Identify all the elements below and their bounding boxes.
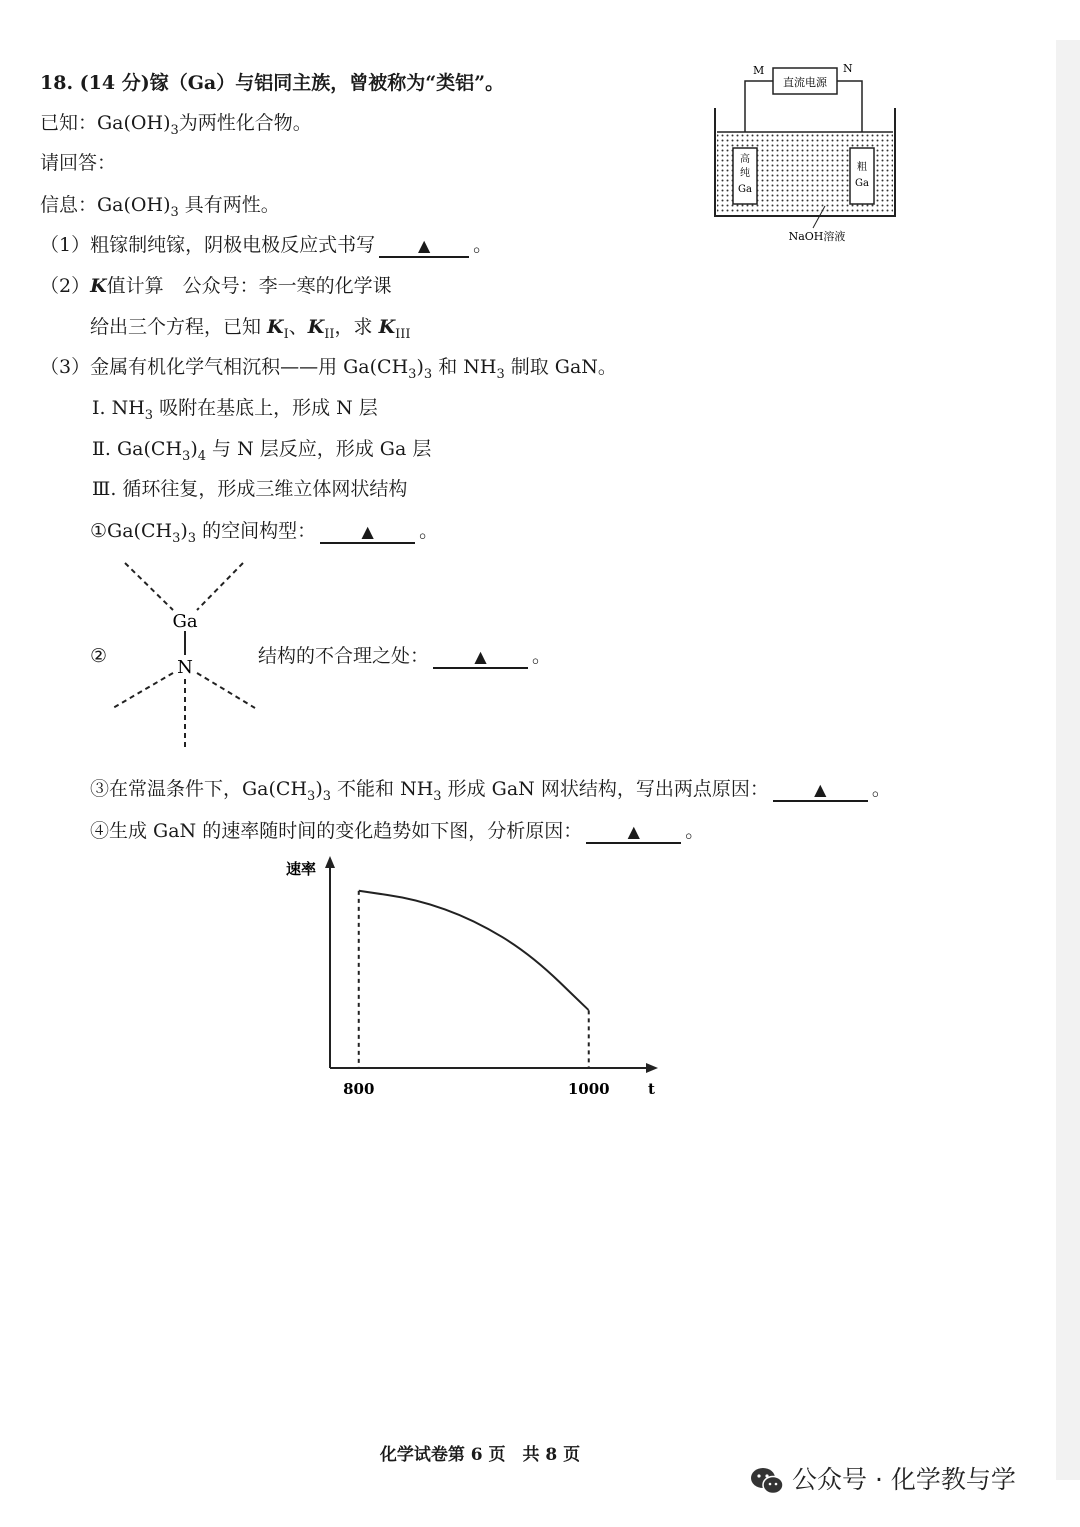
sub-question-2: 结构的不合理之处： ▲ 。 xyxy=(258,645,552,667)
page-footer: 化学试卷第 6 页 共 8 页 xyxy=(379,1445,581,1465)
answer-prompt: 请回答： xyxy=(40,152,117,174)
question-title: 18. (14 分)镓（Ga）与铝同主族，曾被称为“类铝”。 xyxy=(40,72,505,94)
part-3: （3）金属有机化学气相沉积——用 $Ga(CH_3)_3$ 和 $NH_3$ 制取 GaN。 xyxy=(40,356,617,382)
watermark xyxy=(750,1460,1016,1496)
dc-power-label: 直流电源 xyxy=(783,76,827,89)
chart-x-axis-label: t xyxy=(648,1080,655,1098)
crude-ga-label-1: 粗 xyxy=(857,162,867,173)
info-line: 信息：$Ga(OH)_3$ 具有两性。 xyxy=(40,194,280,220)
watermark-text: 公众号 · 化学教与学 xyxy=(792,1465,1016,1494)
bond-dashed-lower-right xyxy=(197,673,255,708)
bond-dashed-upper-left xyxy=(125,563,173,610)
sub-question-4: ④生成 GaN 的速率随时间的变化趋势如下图，分析原因： ▲ 。 xyxy=(90,820,705,842)
answer-blank-q1[interactable]: ▲ xyxy=(320,522,415,544)
pure-ga-label-1: 高 xyxy=(740,154,750,165)
electrolysis-apparatus xyxy=(705,58,905,248)
answer-blank-q4[interactable]: ▲ xyxy=(586,822,681,844)
crude-ga-electrode xyxy=(850,148,874,204)
scrollbar-strip xyxy=(1056,40,1080,1480)
pure-ga-label-2: 纯 xyxy=(740,168,750,179)
sub-question-1: $①Ga(CH_3)_3$ 的空间构型： ▲ 。 xyxy=(90,520,439,546)
pure-ga-label-3: Ga xyxy=(738,184,752,195)
chart-x-tick-800: 800 xyxy=(343,1080,375,1098)
part-2: （2）K值计算 公众号：李一寒的化学课 xyxy=(40,275,392,297)
step-3: Ⅲ. 循环往复，形成三维立体网状结构 xyxy=(92,478,408,500)
chart-rate-curve xyxy=(359,891,589,1011)
sub-question-2-label: ② xyxy=(90,645,108,667)
bond-dashed-upper-right xyxy=(197,563,243,610)
answer-blank-q2[interactable]: ▲ xyxy=(433,647,528,669)
naoh-label: NaOH溶液 xyxy=(788,230,846,243)
known-line: 已知：$Ga(OH)_3$为两性化合物。 xyxy=(40,112,312,138)
answer-blank-q3[interactable]: ▲ xyxy=(773,780,868,802)
terminal-m-label: M xyxy=(753,64,765,77)
step-2: Ⅱ. $Ga(CH_3)_4$ 与 N 层反应，形成 Ga 层 xyxy=(92,438,432,464)
chart-x-tick-1000: 1000 xyxy=(567,1080,610,1098)
part-2-given: 给出三个方程，已知 $K_I$、$K_{II}$，求 $K_{III}$ xyxy=(90,316,411,342)
atom-ga: Ga xyxy=(172,611,198,632)
chart-y-axis-arrow xyxy=(325,856,335,868)
atom-n: N xyxy=(177,657,193,678)
chart-x-axis-arrow xyxy=(646,1063,658,1073)
ga-n-structure-diagram xyxy=(105,555,265,755)
wechat-icon xyxy=(750,1466,784,1496)
terminal-n-label: N xyxy=(843,62,853,75)
bond-dashed-lower-left xyxy=(113,673,173,708)
rate-time-chart xyxy=(270,850,680,1110)
sub-question-3: ③在常温条件下，$Ga(CH_3)_3$ 不能和 $NH_3$ 形成 GaN 网状结构，写出两点原因： ▲ 。 xyxy=(90,778,891,804)
crude-ga-label-2: Ga xyxy=(855,178,869,189)
chart-y-axis-label: 速率 xyxy=(286,860,317,878)
part-1: （1）粗镓制纯镓，阴极电极反应式书写 ▲ 。 xyxy=(40,234,493,256)
answer-blank-1[interactable]: ▲ xyxy=(379,236,469,258)
step-1: Ⅰ. $NH_3$ 吸附在基底上，形成 N 层 xyxy=(92,397,378,423)
